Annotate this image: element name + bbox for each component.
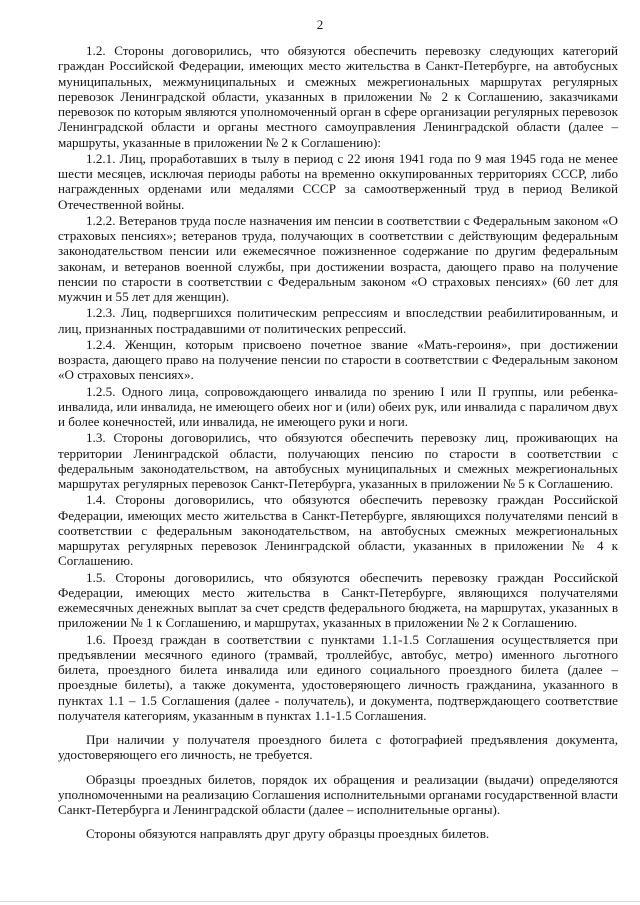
paragraph-1-2-2: 1.2.2. Ветеранов труда после назначения им пенсии в соответствии с Федеральным законом «О страховых пенсиях»; ветеранов труда, получающих в соответствии с действующим федеральным законодательством пенсии или ежемесячное пожизненное содержание по другим федеральным законам, и ветеранов военной службы, при достижении возраста, дающего право на получение пенсии по старости в соответствии с Федеральным законом «О страховых пенсиях» (60 лет для мужчин и 55 лет для женщин). bbox=[58, 212, 618, 304]
paragraph-1-2-3: 1.2.3. Лиц, подвергшихся политическим репрессиям и впоследствии реабилитированным, и лиц, признанных пострадавшими от политических репрессий. bbox=[58, 305, 618, 336]
paragraph-1-2-5: 1.2.5. Одного лица, сопровождающего инвалида по зрению I или II группы, или ребенка-инвалида, или инвалида, не имеющего обеих ног и (или) обеих рук, или инвалида с параличом двух и более конечностей, или инвалида, не имеющего руки и ноги. bbox=[58, 383, 618, 429]
paragraph-1-2-4: 1.2.4. Женщин, которым присвоено почетное звание «Мать-героиня», при достижении возраста, дающего право на получение пенсии по старости в соответствии с Федеральным законом «О страховых пенсиях». bbox=[58, 336, 618, 383]
paragraph-1-2-1: 1.2.1. Лиц, проработавших в тылу в период с 22 июня 1941 года по 9 мая 1945 года не менее шести месяцев, исключая периоды работы на временно оккупированных территориях СССР, либо награжденных орденами или медалями СССР за самоотверженный труд в период Великой Отечественной войны. bbox=[58, 150, 618, 212]
paragraph-exchange-samples: Стороны обязуются направлять друг другу образцы проездных билетов. bbox=[86, 826, 490, 842]
page-number: 2 bbox=[316, 17, 324, 32]
document-body bbox=[58, 43, 618, 843]
paragraph-1-3: 1.3. Стороны договорились, что обязуются обеспечить перевозку лиц, проживающих на территории Ленинградской области, получающих пенсию по старости в соответствии с федеральным законодательством, на автобусных муниципальных и смежных межрегиональных маршрутах регулярных перевозок Санкт-Петербурга, указанных в приложении № 5 к Соглашению. bbox=[58, 430, 618, 491]
page-bottom-edge bbox=[0, 901, 640, 902]
paragraph-1-5: 1.5. Стороны договорились, что обязуются обеспечить перевозку граждан Российской Федерации, имеющих место жительства в Санкт-Петербурге, являющихся получателями ежемесячных денежных выплат за счет средств федерального бюджета, на маршрутах, указанных в приложении № 1 к Соглашению, и маршрутах, указанных в приложении № 2 к Соглашению. bbox=[58, 569, 618, 631]
paragraph-ticket-samples: Образцы проездных билетов, порядок их обращения и реализации (выдачи) определяются уполномоченными на реализацию Соглашения исполнительными органами государственной власти Санкт-Петербурга и Ленинградской области (далее – исполнительные органы). bbox=[58, 771, 619, 817]
paragraph-1-6: 1.6. Проезд граждан в соответствии с пунктами 1.1-1.5 Соглашения осуществляется при предъявлении месячного единого (трамвай, троллейбус, автобус, метро) именного льготного билета, проездного билета инвалида или единого социального проездного билета (далее – проездные билеты), а также документа, удостоверяющего личность гражданина, указанного в пунктах 1.1 – 1.5 Соглашения (далее - получатель), и документа, подтверждающего соответствие получателя категориям, указанным в пунктах 1.1-1.5 Соглашения. bbox=[58, 631, 618, 723]
paragraph-photo-ticket: При наличии у получателя проездного билета с фотографией предъявления документа, удостоверяющего его личность, не требуется. bbox=[58, 732, 618, 763]
paragraph-1-2: 1.2. Стороны договорились, что обязуются обеспечить перевозку следующих категорий граждан Российской Федерации, имеющих место жительства в Санкт-Петербурге, на автобусных муниципальных, межмуниципальных и смежных межрегиональных маршрутах регулярных перевозок Ленинградской области, указанных в приложении № 2 к Соглашению, заказчиками перевозок по которым являются уполномоченный орган в сфере организации регулярных перевозок Ленинградской области и органы местного самоуправления Ленинградской области (далее – маршруты, указанные в приложении № 2 к Соглашению): bbox=[58, 43, 618, 150]
paragraph-1-4: 1.4. Стороны договорились, что обязуются обеспечить перевозку граждан Российской Федерации, имеющих место жительства в Санкт-Петербурге, являющихся получателями пенсий в соответствии с федеральным законодательством, на автобусных смежных межрегиональных маршрутах регулярных перевозок Ленинградской области, указанных в приложении № 4 к Соглашению. bbox=[58, 492, 618, 569]
